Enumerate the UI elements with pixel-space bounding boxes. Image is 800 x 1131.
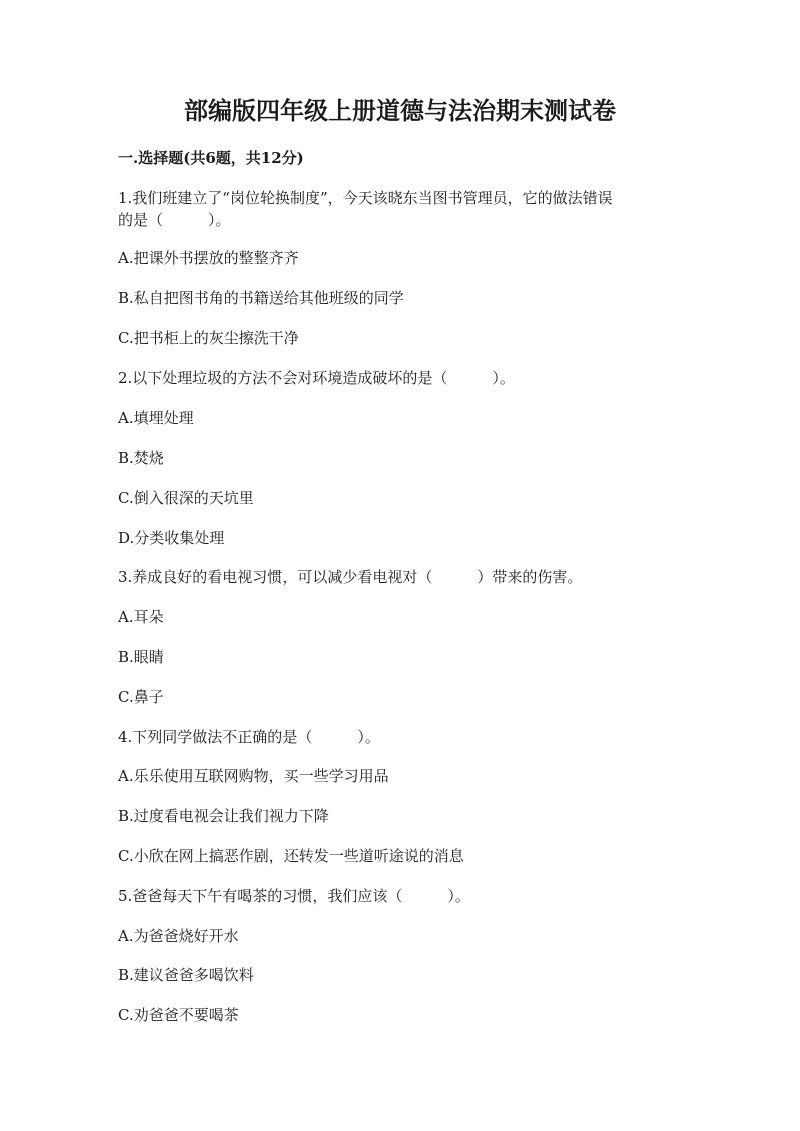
question-1-option-a: A.把课外书摆放的整整齐齐 — [118, 249, 299, 267]
question-2-option-a: A.填埋处理 — [118, 409, 194, 427]
question-1-option-b: B.私自把图书角的书籍送给其他班级的同学 — [118, 289, 404, 307]
question-5-option-b: B.建议爸爸多喝饮料 — [118, 966, 254, 984]
question-3-option-a: A.耳朵 — [118, 608, 164, 626]
question-stem-line: 的是（ ）。 — [118, 211, 231, 229]
question-2-option-c: C.倒入很深的天坑里 — [118, 489, 254, 507]
question-1-stem — [118, 187, 678, 231]
question-4-stem: 4.下列同学做法不正确的是（ ）。 — [118, 728, 380, 746]
question-2-option-b: B.焚烧 — [118, 449, 164, 467]
question-4-option-a: A.乐乐使用互联网购物，买一些学习用品 — [118, 767, 389, 785]
question-stem-line: 1.我们班建立了“岗位轮换制度”，今天该晓东当图书管理员，它的做法错误 — [118, 189, 613, 207]
question-3-option-c: C.鼻子 — [118, 688, 164, 706]
question-5-option-c: C.劝爸爸不要喝茶 — [118, 1006, 239, 1024]
section-heading: 一.选择题(共6题，共12分) — [118, 149, 304, 167]
question-4-option-c: C.小欣在网上搞恶作剧，还转发一些道听途说的消息 — [118, 847, 464, 865]
question-2-option-d: D.分类收集处理 — [118, 529, 225, 547]
question-5-option-a: A.为爸爸烧好开水 — [118, 927, 239, 945]
question-3-option-b: B.眼睛 — [118, 648, 164, 666]
question-5-stem: 5.爸爸每天下午有喝茶的习惯，我们应该（ ）。 — [118, 887, 470, 905]
question-4-option-b: B.过度看电视会让我们视力下降 — [118, 807, 329, 825]
page-title: 部编版四年级上册道德与法治期末测试卷 — [184, 96, 616, 125]
question-3-stem: 3.养成良好的看电视习惯，可以减少看电视对（ ）带来的伤害。 — [118, 568, 583, 586]
question-1-option-c: C.把书柜上的灰尘擦洗干净 — [118, 329, 299, 347]
question-2-stem: 2.以下处理垃圾的方法不会对环境造成破坏的是（ ）。 — [118, 369, 515, 387]
